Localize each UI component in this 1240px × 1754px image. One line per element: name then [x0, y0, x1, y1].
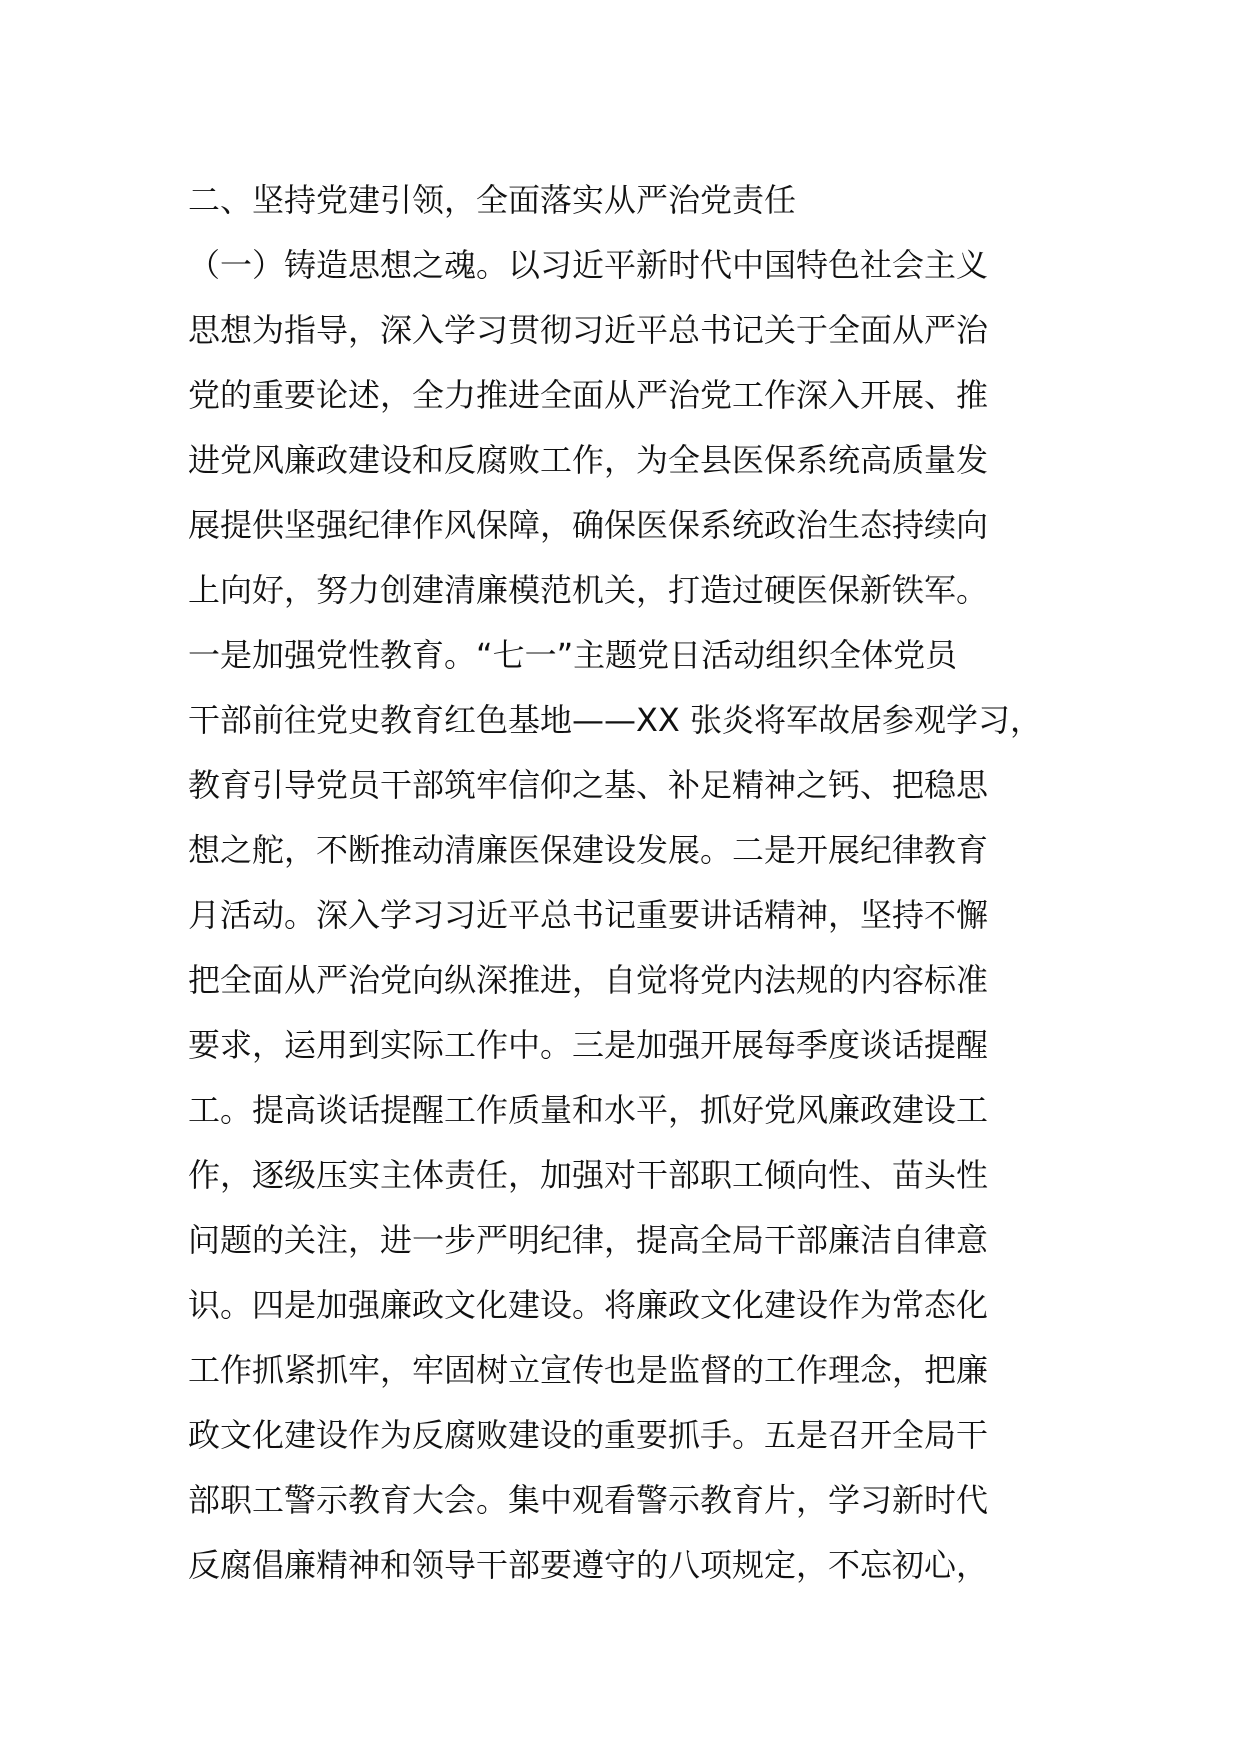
body-line: 一是加强党性教育。“七一”主题党日活动组织全体党员: [188, 636, 958, 674]
body-line: 月活动。深入学习习近平总书记重要讲话精神，坚持不懈: [188, 896, 989, 934]
body-line: 反腐倡廉精神和领导干部要遵守的八项规定，不忘初心，: [188, 1546, 989, 1584]
body-line: 部职工警示教育大会。集中观看警示教育片，学习新时代: [188, 1481, 989, 1519]
body-line: 把全面从严治党向纵深推进，自觉将党内法规的内容标准: [188, 961, 989, 999]
body-line: 要求，运用到实际工作中。三是加强开展每季度谈话提醒: [188, 1026, 989, 1064]
body-line: 干部前往党史教育红色基地——XX 张炎将军故居参观学习，: [188, 701, 1043, 739]
body-line: 想之舵，不断推动清廉医保建设发展。二是开展纪律教育: [188, 831, 989, 869]
body-line: 政文化建设作为反腐败建设的重要抓手。五是召开全局干: [188, 1416, 989, 1454]
body-line: 展提供坚强纪律作风保障，确保医保系统政治生态持续向: [188, 506, 989, 544]
document-body: [188, 168, 1088, 1598]
body-line: 问题的关注，进一步严明纪律，提高全局干部廉洁自律意: [188, 1221, 989, 1259]
body-line: （一）铸造思想之魂。以习近平新时代中国特色社会主义: [188, 246, 989, 284]
body-line: 教育引导党员干部筑牢信仰之基、补足精神之钙、把稳思: [188, 766, 989, 804]
body-line: 工。提高谈话提醒工作质量和水平，抓好党风廉政建设工: [188, 1091, 989, 1129]
body-line: 上向好，努力创建清廉模范机关，打造过硬医保新铁军。: [188, 571, 989, 609]
body-line: 作，逐级压实主体责任，加强对干部职工倾向性、苗头性: [188, 1156, 989, 1194]
body-line: 识。四是加强廉政文化建设。将廉政文化建设作为常态化: [188, 1286, 989, 1324]
section-heading: 二、坚持党建引领，全面落实从严治党责任: [188, 181, 797, 219]
body-line: 进党风廉政建设和反腐败工作，为全县医保系统高质量发: [188, 441, 989, 479]
body-line: 思想为指导，深入学习贯彻习近平总书记关于全面从严治: [188, 311, 989, 349]
body-line: 党的重要论述，全力推进全面从严治党工作深入开展、推: [188, 376, 989, 414]
body-line: 工作抓紧抓牢，牢固树立宣传也是监督的工作理念，把廉: [188, 1351, 989, 1389]
